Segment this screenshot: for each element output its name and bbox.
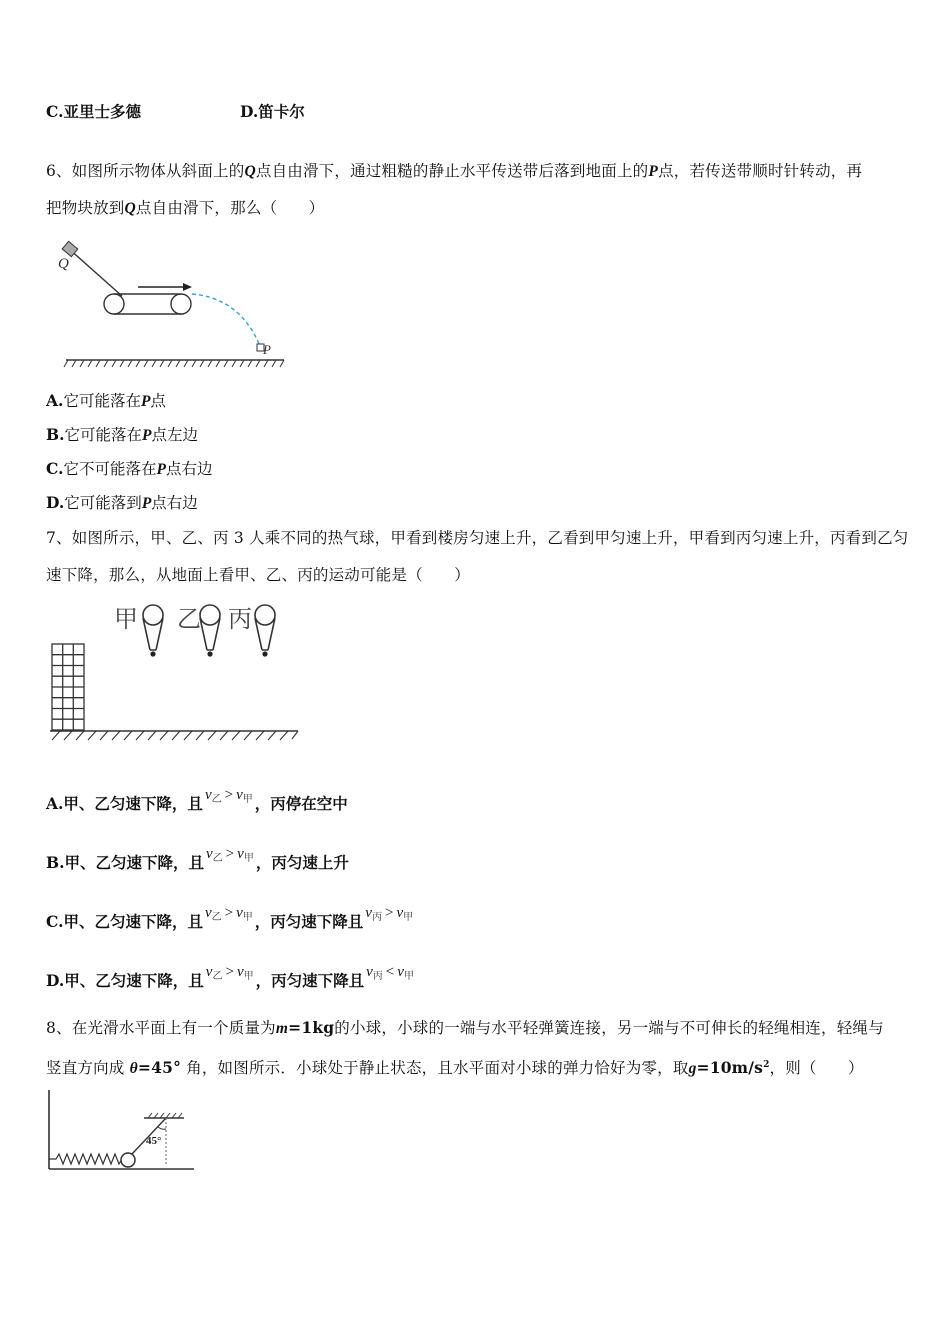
option-prefix: B. — [46, 425, 65, 444]
label-p: P — [263, 342, 271, 357]
q6-var-q: Q — [124, 200, 136, 217]
label-bing: 丙 — [228, 605, 252, 633]
balloon-bing — [255, 605, 275, 650]
q7-stem-line2 — [46, 564, 470, 586]
option-text: A.甲、乙匀速下降，且 — [46, 794, 203, 813]
option-text: ，丙停在空中 — [254, 794, 348, 813]
option-var: P — [156, 461, 166, 478]
angle-arc — [158, 1127, 166, 1129]
basket-jia — [150, 651, 155, 656]
ground-hatch — [64, 360, 284, 367]
ball — [121, 1153, 135, 1167]
basket-yi — [207, 651, 212, 656]
q8-text: ，则（ ） — [769, 1059, 864, 1078]
basket-bing — [262, 651, 267, 656]
q7-option-b — [46, 846, 349, 880]
q8-spring-figure — [44, 1088, 204, 1178]
label-jia: 甲 — [114, 605, 138, 633]
spring — [49, 1154, 122, 1164]
option-text: ，丙匀速下降且 — [255, 971, 365, 990]
velocity-expr: $v_乙 > v_甲$ — [205, 964, 254, 982]
option-text: 它可能落在 — [64, 426, 143, 444]
q6-var-q: Q — [244, 163, 256, 180]
q8-var-theta: θ — [129, 1060, 138, 1078]
q5-option-c-text: C.亚里士多德 — [46, 102, 141, 121]
balloon-jia — [143, 605, 163, 650]
option-text: 点右边 — [151, 494, 198, 512]
velocity-expr: $v_丙 < v_甲$ — [366, 964, 414, 982]
q7-option-c — [46, 905, 415, 939]
option-text: 它可能落在 — [63, 392, 141, 410]
q7-balloon-figure — [46, 598, 306, 746]
q5-option-d-text: D.笛卡尔 — [240, 102, 305, 121]
q7-text: 速下降，那么，从地面上看甲、乙、丙的运动可能是（ ） — [46, 566, 470, 584]
q6-stem-line2 — [46, 197, 324, 220]
option-text: C.甲、乙匀速下降，且 — [46, 912, 203, 931]
q7-option-a — [46, 787, 348, 821]
velocity-expr: $v_乙 > v_甲$ — [206, 846, 254, 864]
option-text: 它可能落到 — [64, 494, 142, 512]
q6-conveyor-figure — [50, 236, 290, 372]
option-var: P — [142, 427, 152, 444]
q6-stem-line1 — [46, 160, 862, 183]
q5-option-d — [240, 101, 305, 123]
q8-text: =45° — [137, 1058, 182, 1078]
incline-line — [68, 248, 122, 296]
option-prefix: C. — [46, 459, 64, 478]
q6-option-b — [46, 424, 198, 447]
option-var: P — [141, 495, 152, 512]
arrow-head — [183, 283, 192, 291]
q7-option-d — [46, 964, 416, 998]
q6-var-p: P — [648, 163, 659, 180]
q7-text: 7、如图所示，甲、乙、丙 3 人乘不同的热气球，甲看到楼房匀速上升，乙看到甲匀速上升，甲看到丙匀速上升，丙看到乙匀 — [46, 529, 909, 547]
q8-stem-line2 — [46, 1054, 864, 1080]
q8-text: 的小球，小球的一端与水平轻弹簧连接，另一端与不可伸长的轻绳相连，轻绳与 — [334, 1019, 884, 1037]
q6-text: 点，若传送带顺时针转动，再 — [658, 162, 863, 180]
q8-var-m: m — [275, 1020, 289, 1037]
option-text: 点左边 — [151, 426, 198, 444]
conveyor-wheel-right — [171, 294, 191, 314]
q6-text: 6、如图所示物体从斜面上的 — [46, 162, 245, 180]
option-text: ，丙匀速下降且 — [254, 912, 364, 931]
balloon-yi — [200, 605, 220, 650]
option-text: 它不可能落在 — [63, 460, 157, 478]
q8-text: 角，如图所示．小球处于静止状态，且水平面对小球的弹力恰好为零，取 — [186, 1059, 689, 1078]
label-q: Q — [58, 256, 69, 272]
q7-stem-line1 — [46, 527, 908, 549]
q8-text: 竖直方向成 — [46, 1059, 125, 1078]
option-prefix: A. — [46, 391, 64, 410]
option-text: ，丙匀速上升 — [255, 853, 349, 872]
conveyor-wheel-left — [104, 294, 124, 314]
label-yi: 乙 — [177, 605, 201, 633]
angle-label: 45° — [146, 1135, 162, 1147]
q6-option-a — [46, 390, 166, 413]
option-var: P — [140, 393, 151, 410]
q8-text: =1kg — [288, 1018, 335, 1037]
option-text: D.甲、乙匀速下降，且 — [46, 971, 204, 990]
q8-stem-line1 — [46, 1017, 884, 1040]
q5-option-c — [46, 101, 141, 123]
q6-option-d — [46, 492, 198, 515]
velocity-expr: $v_乙 > v_甲$ — [204, 905, 253, 923]
building — [52, 644, 84, 730]
option-text: 点右边 — [165, 460, 213, 478]
q8-text: =10m/s — [696, 1058, 764, 1078]
option-text: 点 — [150, 392, 166, 410]
q6-text: 把物块放到 — [46, 199, 125, 217]
q8-superscript: 2 — [763, 1060, 770, 1070]
option-text: B.甲、乙匀速下降，且 — [46, 853, 204, 872]
q8-var-g: g — [688, 1060, 697, 1078]
q6-text: 点自由滑下，通过粗糙的静止水平传送带后落到地面上的 — [255, 162, 649, 180]
q6-text: 点自由滑下，那么（ ） — [135, 199, 325, 217]
velocity-expr: $v_乙 > v_甲$ — [204, 787, 253, 805]
trajectory — [192, 294, 260, 346]
q6-option-c — [46, 458, 212, 481]
option-prefix: D. — [46, 493, 65, 512]
velocity-expr: $v_丙 > v_甲$ — [365, 905, 414, 923]
q8-text: 8、在光滑水平面上有一个质量为 — [46, 1019, 276, 1037]
ground-hatch — [52, 731, 298, 740]
